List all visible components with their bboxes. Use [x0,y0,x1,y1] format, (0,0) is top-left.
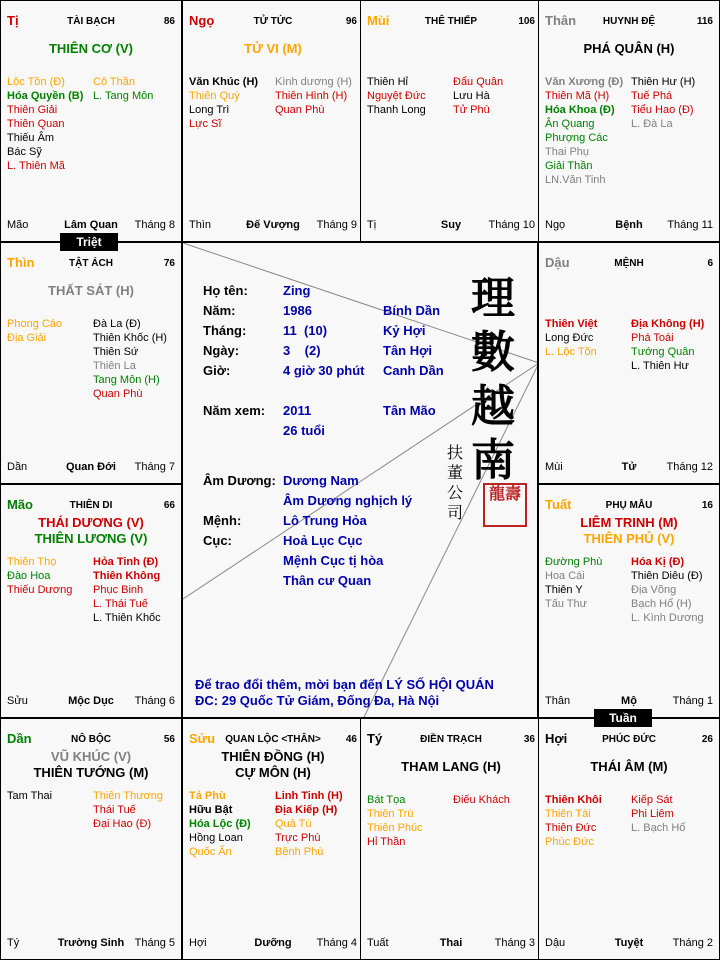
minor-star: Quốc Ấn [189,846,232,858]
palace-branch: Mão [7,497,33,512]
palace-dan [0,718,182,960]
info-tuoi: 26 tuổi [283,423,325,438]
minor-stars-left [545,317,597,359]
palace-suu [182,718,364,960]
info-ngay: 3 (2) [283,343,321,358]
palace-foot-branch: Tuất [367,937,389,949]
minor-star: LN.Văn Tinh [545,174,606,186]
minor-star: Thiên Quan [7,118,65,130]
info-nam-label: Năm: [203,303,236,318]
minor-star: Thiên Thọ [7,556,57,568]
minor-star: Đại Hao (Đ) [93,818,152,830]
minor-stars-right [275,75,352,117]
palace-branch: Sửu [189,731,216,746]
palace-number: 106 [518,16,535,27]
minor-stars-right [631,793,685,835]
palace-label: MỆNH [614,258,644,269]
info-menh-label: Mệnh: [203,513,242,528]
minor-star: L. Thiên Khốc [93,612,161,624]
calligraphy-side-text: 扶董公司 [447,443,464,522]
palace-ti [0,0,182,242]
info-gio-label: Giờ: [203,363,231,378]
palace-foot-branch: Sửu [7,695,28,707]
minor-star: L. Thái Tuế [93,598,148,610]
main-star: THÁI ÂM (M) [590,759,668,774]
minor-star: Hóa Kị (Đ) [631,556,685,568]
minor-star: Địa Giải [7,332,47,344]
info-ho-ten: Zing [283,283,311,298]
info-thang: 11 (10) [283,323,328,338]
info-menh-cuc: Mệnh Cục tị hòa [283,553,384,568]
main-star: THIÊN LƯƠNG (V) [34,531,148,546]
minor-star: Thiên Khôi [545,794,602,806]
minor-star: Hỉ Thần [367,836,406,848]
minor-star: Long Trì [189,104,230,116]
info-ngay-label: Ngày: [203,343,240,358]
minor-stars-right [631,317,704,373]
info-thang-label: Tháng: [203,323,247,338]
main-star: TỬ VI (M) [244,41,302,56]
minor-star: Hồng Loan [189,832,243,844]
palace-foot-stage: Trường Sinh [57,937,125,949]
minor-stars-right [93,555,161,625]
minor-star: Địa Võng [631,584,677,596]
minor-star: Bệnh Phù [275,846,324,858]
palace-foot-stage: Mộ [621,695,637,707]
palace-foot-branch: Mão [7,219,29,231]
minor-stars-left [189,789,251,859]
minor-star: Thái Tuế [93,804,136,816]
palace-label: QUAN LỘC <THÂN> [225,734,321,745]
palace-foot-stage: Lâm Quan [64,219,118,231]
minor-star: Thiên Hư (H) [631,76,696,88]
palace-number: 76 [163,258,175,269]
minor-stars-left [7,555,72,597]
palace-hoi [538,718,720,960]
minor-star: Kiếp Sát [631,794,673,806]
minor-star: Cô Thần [93,76,135,88]
palace-foot-month: Tháng 10 [488,219,535,231]
main-star: THAM LANG (H) [401,759,501,774]
minor-star: Phi Liêm [631,808,674,820]
minor-star: Đà La (Đ) [93,318,141,330]
triet-tag: Triệt [60,233,118,251]
palace-foot-stage: Quan Đới [66,461,116,473]
palace-foot-month: Tháng 11 [667,219,713,231]
info-cuc: Hoả Lục Cục [283,533,363,548]
minor-star: Phượng Các [545,132,608,144]
info-menh: Lô Trung Hỏa [283,513,367,528]
info-nam-xem-label: Năm xem: [203,403,266,418]
palace-foot-stage: Bệnh [615,219,643,231]
tuan-tag: Tuần [594,709,652,727]
palace-foot-branch: Hợi [189,937,207,949]
minor-star: Lộc Tồn (Đ) [7,76,65,88]
minor-star: Thiên Hỉ [367,76,408,88]
minor-star: Hữu Bật [189,804,233,816]
minor-star: Thiên Đức [545,822,597,834]
minor-star: Địa Không (H) [631,318,705,330]
minor-star: Thai Phụ [545,146,590,158]
minor-stars-right [275,789,343,859]
info-am-duong-label: Âm Dương: [203,473,276,488]
minor-stars-right [453,793,510,807]
minor-star: Hóa Khoa (Đ) [545,104,615,116]
minor-star: Trực Phù [275,832,321,844]
calligraphy-char-3: 越 [471,381,515,432]
palace-branch: Tý [367,731,383,746]
minor-stars-left [545,555,602,611]
info-nam-can: Bính Dần [383,303,441,318]
minor-star: Thiên Tài [545,808,591,820]
info-cuc-label: Cục: [203,533,232,548]
minor-star: Phá Toái [631,332,674,344]
minor-star: Thiên Diêu (Đ) [631,570,703,582]
palace-foot-month: Tháng 7 [134,461,175,473]
minor-stars-right [631,75,695,131]
palace-label: HUYNH ĐỆ [602,16,656,27]
minor-star: Bác Sỹ [7,146,42,158]
palace-label: TẬT ÁCH [69,258,113,269]
info-than-cu: Thân cư Quan [283,573,372,588]
minor-stars-right [93,317,167,401]
main-star: VŨ KHÚC (V) [50,749,132,764]
minor-star: Tuế Phá [631,90,673,102]
minor-star: Đào Hoa [7,570,51,582]
palace-branch: Tuất [545,497,572,512]
palace-foot-stage: Dưỡng [254,937,292,949]
palace-foot-branch: Thìn [189,219,212,231]
main-star: THÁI DƯƠNG (V) [38,515,144,530]
calligraphy-char-4: 南 [471,435,515,486]
minor-star: Thiên Phúc [367,822,423,834]
palace-foot-stage: Mộc Dục [68,695,114,707]
palace-number: 86 [163,16,175,27]
minor-star: L. Thiên Mã [7,160,65,172]
palace-label: THÊ THIẾP [424,16,478,27]
minor-star: Hóa Lộc (Đ) [189,818,251,830]
palace-foot-month: Tháng 4 [316,937,357,949]
minor-star: Nguyệt Đức [367,90,426,102]
palace-number: 56 [163,734,175,745]
minor-star: Văn Xương (Đ) [545,76,624,88]
palace-foot-month: Tháng 2 [672,937,713,949]
main-star: THIÊN ĐỒNG (H) [221,749,325,764]
minor-stars-right [93,789,163,831]
palace-foot-stage: Tử [621,461,637,473]
minor-star: Ân Quang [545,118,595,130]
palace-number: 46 [345,734,357,745]
minor-star: Tả Phù [189,790,226,802]
minor-star: Tang Môn (H) [93,374,160,386]
info-ngay-can: Tân Hợi [383,343,432,358]
palace-label: NÔ BỘC [71,734,111,745]
minor-star: L. Kình Dương [631,612,704,624]
palace-ngo [182,0,364,242]
minor-star: L. Bạch Hổ [631,822,686,834]
palace-branch: Dậu [545,255,570,270]
palace-label: ĐIỀN TRẠCH [420,734,482,745]
minor-stars-left [545,793,602,849]
minor-star: Lưu Hà [453,90,490,102]
center-info-panel [182,242,538,718]
minor-star: Lực Sĩ [189,118,222,130]
palace-foot-stage: Tuyệt [614,937,644,949]
palace-mui [360,0,542,242]
minor-stars-right [453,75,503,117]
minor-star: Tướng Quân [631,346,695,358]
info-nam: 1986 [283,303,312,318]
palace-thin [0,242,182,484]
palace-foot-month: Tháng 8 [134,219,175,231]
palace-foot-month: Tháng 9 [316,219,357,231]
minor-star: Hỏa Tinh (Đ) [93,556,159,568]
main-star: LIÊM TRINH (M) [580,515,678,530]
palace-number: 116 [696,16,713,27]
palace-number: 26 [701,734,713,745]
minor-star: Linh Tinh (H) [275,790,343,802]
main-star: THIÊN PHỦ (V) [583,531,675,546]
minor-star: Phục Binh [93,584,144,596]
palace-branch: Tị [7,13,19,28]
main-star: THIÊN TƯỚNG (M) [33,765,149,780]
palace-branch: Mùi [367,13,390,28]
main-star: THIÊN CƠ (V) [48,41,134,56]
palace-foot-branch: Ngọ [545,219,566,231]
minor-star: Hóa Quyền (B) [7,90,84,102]
minor-stars-right [631,555,704,625]
palace-number: 6 [707,258,713,269]
minor-star: Thiên Trù [367,808,414,820]
minor-star: Thanh Long [367,104,426,116]
palace-label: TÀI BẠCH [67,16,115,27]
palace-foot-month: Tháng 1 [672,695,713,707]
minor-star: Hoa Cái [545,570,585,582]
minor-star: Long Đức [545,332,594,344]
minor-star: L. Lộc Tồn [545,346,597,358]
palace-foot-branch: Tị [367,219,377,231]
minor-star: Tấu Thư [545,598,588,610]
minor-star: Thiên Thương [93,790,164,802]
palace-branch: Dần [7,731,32,746]
red-seal: 龍壽 [483,483,527,527]
minor-star: Bạch Hổ (H) [631,598,692,610]
palace-foot-month: Tháng 12 [666,461,713,473]
palace-branch: Thìn [7,255,35,270]
palace-label: PHỤ MẪU [605,500,653,511]
minor-star: Thiên Y [545,584,583,596]
minor-stars-left [545,75,623,187]
minor-star: Thiên Khốc (H) [93,332,167,344]
minor-star: Đẩu Quân [453,76,504,88]
minor-star: L. Thiên Hư [631,360,689,372]
minor-star: L. Tang Môn [93,90,154,102]
palace-foot-month: Tháng 5 [134,937,175,949]
palace-branch: Hợi [545,731,568,746]
palace-foot-month: Tháng 6 [134,695,175,707]
minor-star: Thiên Mã (H) [545,90,610,102]
minor-star: Thiên Không [93,570,161,582]
minor-star: Thiên Quý [189,90,240,102]
palace-tuat [538,484,720,718]
minor-star: Tiểu Hao (Đ) [631,104,694,116]
minor-star: Tử Phù [453,104,490,116]
palace-ty [360,718,542,960]
palace-number: 16 [701,500,713,511]
palace-branch: Thân [545,13,577,28]
minor-star: Tam Thai [7,790,53,802]
minor-stars-left [367,793,423,849]
palace-label: PHÚC ĐỨC [602,734,656,745]
minor-star: Thiên Việt [545,318,598,330]
minor-star: Phong Cáo [7,318,63,330]
minor-star: Kình dương (H) [275,76,352,88]
info-gio-can: Canh Dần [383,363,444,378]
palace-foot-branch: Tý [7,937,20,949]
message-line-1: Để trao đổi thêm, mời bạn đến LÝ SỐ HỘI QUÁN [195,677,494,692]
main-star: THẤT SÁT (H) [48,283,134,298]
info-ho-ten-label: Họ tên: [203,283,248,298]
palace-mao [0,484,182,718]
message-line-2: ĐC: 29 Quốc Tử Giám, Đống Đa, Hà Nội [195,693,440,708]
minor-star: Thiên La [93,360,136,372]
minor-star: Thiên Sứ [93,346,139,358]
minor-star: Đường Phù [545,556,603,568]
palace-foot-branch: Thân [545,695,571,707]
palace-foot-branch: Mùi [545,461,563,473]
palace-label: TỬ TỨC [253,16,293,27]
minor-star: Điếu Khách [453,794,510,806]
info-am-duong: Dương Nam [283,473,359,488]
calligraphy-char-2: 數 [471,327,515,378]
palace-than [538,0,720,242]
palace-foot-month: Tháng 3 [494,937,535,949]
palace-number: 36 [523,734,535,745]
minor-star: Quả Tú [275,818,312,830]
info-thang-can: Kỷ Hợi [383,323,426,338]
palace-foot-branch: Dậu [545,937,566,949]
info-gio: 4 giờ 30 phút [283,363,365,378]
minor-star: Quan Phù [93,388,143,400]
minor-stars-left [189,75,258,131]
palace-number: 66 [163,500,175,511]
minor-star: Thiếu Dương [7,584,73,596]
minor-star: Thiên Giải [7,104,58,116]
palace-branch: Ngọ [189,13,215,28]
minor-star: Văn Khúc (H) [189,76,259,88]
info-nam-xem: 2011 [283,403,312,418]
palace-foot-branch: Dần [7,461,28,473]
palace-foot-stage: Thai [439,937,463,949]
palace-number: 96 [345,16,357,27]
palace-label: THIÊN DI [69,500,113,511]
minor-stars-left [7,789,52,803]
minor-star: Quan Phù [275,104,325,116]
minor-star: Thiên Hình (H) [275,90,348,102]
minor-stars-left [7,75,83,173]
calligraphy-char-1: 理 [471,273,515,324]
main-star: CỰ MÔN (H) [235,765,311,780]
minor-star: Thiếu Âm [7,132,55,144]
palace-foot-stage: Đế Vượng [246,219,300,231]
minor-stars-right [93,75,153,103]
minor-star: L. Đà La [631,118,673,130]
minor-stars-left [367,75,426,117]
main-star: PHÁ QUÂN (H) [583,41,675,56]
minor-stars-left [7,317,62,345]
palace-dau [538,242,720,484]
info-nam-xem-can: Tân Mão [383,403,436,418]
minor-star: Bát Tọa [367,794,406,806]
minor-star: Giải Thần [545,160,593,172]
minor-star: Phúc Đức [545,836,594,848]
palace-foot-stage: Suy [440,219,462,231]
info-am-duong-2: Âm Dương nghịch lý [283,493,413,508]
minor-star: Địa Kiếp (H) [275,804,338,816]
